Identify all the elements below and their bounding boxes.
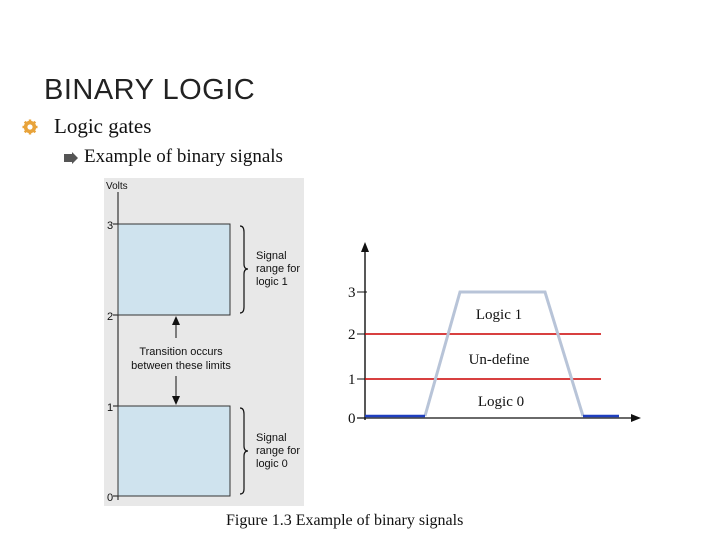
- voltage-range-figure: [104, 178, 304, 506]
- slide-title: BINARY LOGIC: [44, 74, 256, 106]
- logic-0-label: Logic 0: [477, 394, 525, 410]
- signal-low-line-2: range for: [256, 445, 301, 457]
- transition-line-2: between these limits: [131, 360, 231, 372]
- signal-high-line-3: logic 1: [256, 276, 288, 288]
- signal-low-line-3: logic 0: [256, 458, 288, 470]
- time-axis-arrow-icon: [631, 414, 641, 422]
- tick-label-1: 1: [348, 372, 356, 388]
- figure-caption: Figure 1.3 Example of binary signals: [226, 512, 464, 529]
- tick-label-3: 3: [348, 285, 356, 301]
- logic-1-range-box: [118, 224, 230, 315]
- signal-high-line-2: range for: [256, 263, 301, 275]
- volts-axis-label: Volts: [106, 181, 128, 192]
- bullet-text: Example of binary signals: [84, 146, 283, 167]
- tick-label-0: 0: [348, 411, 356, 427]
- binary-signal-waveform: [335, 238, 655, 438]
- transition-line-1: Transition occurs: [139, 346, 223, 358]
- tick-label-2: 2: [107, 311, 114, 323]
- gear-bullet-icon: [22, 119, 38, 135]
- tick-label-2: 2: [348, 327, 356, 343]
- signal-low-line-1: Signal: [256, 432, 287, 444]
- signal-high-line-1: Signal: [256, 250, 287, 262]
- bullet-text: Logic gates: [54, 114, 152, 138]
- logic-1-label: Logic 1: [475, 307, 523, 323]
- tick-label-3: 3: [107, 220, 114, 232]
- tick-label-1: 1: [107, 402, 114, 414]
- voltage-axis-arrow-icon: [361, 242, 369, 252]
- logic-0-range-box: [118, 406, 230, 496]
- tick-label-0: 0: [107, 492, 114, 504]
- undefined-label: Un-define: [468, 352, 530, 368]
- arrow-bullet-icon: [64, 152, 78, 164]
